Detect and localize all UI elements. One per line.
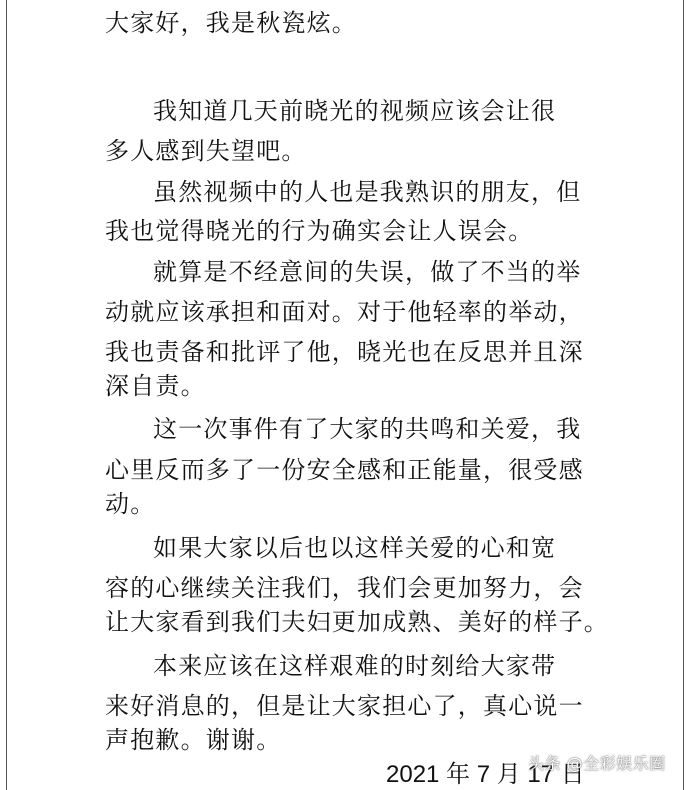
paragraph-3-line-3: 我也责备和批评了他，晓光也在反思并且深 bbox=[105, 338, 584, 366]
paragraph-5-line-1: 如果大家以后也以这样关爱的心和宽 bbox=[153, 534, 557, 562]
left-border-line bbox=[6, 0, 7, 790]
letter-date: 2021 年 7 月 17 日 bbox=[386, 761, 585, 788]
paragraph-6-line-1: 本来应该在这样艰难的时刻给大家带 bbox=[153, 652, 557, 680]
greeting-line: 大家好，我是秋瓷炫。 bbox=[105, 9, 357, 37]
paragraph-5-line-2: 容的心继续关注我们，我们会更加努力，会 bbox=[105, 574, 584, 602]
paragraph-1-line-1: 我知道几天前晓光的视频应该会让很 bbox=[153, 97, 557, 125]
paragraph-3-line-4: 深自责。 bbox=[105, 372, 206, 400]
watermark-text: 头条 @全彩娱乐圈 bbox=[528, 754, 666, 773]
paragraph-2-line-1: 虽然视频中的人也是我熟识的朋友，但 bbox=[153, 178, 582, 206]
paragraph-6-line-2: 来好消息的，但是让大家担心了，真心说一 bbox=[105, 692, 584, 720]
paragraph-6-line-3: 声抱歉。谢谢。 bbox=[105, 726, 282, 754]
paragraph-2-line-2: 我也觉得晓光的行为确实会让人误会。 bbox=[105, 217, 534, 245]
right-border-line bbox=[683, 0, 684, 790]
paragraph-4-line-1: 这一次事件有了大家的共鸣和关爱，我 bbox=[153, 415, 582, 443]
paragraph-5-line-3: 让大家看到我们夫妇更加成熟、美好的样子。 bbox=[105, 608, 609, 636]
paragraph-4-line-2: 心里反而多了一份安全感和正能量，很受感 bbox=[105, 456, 584, 484]
paragraph-4-line-3: 动。 bbox=[105, 490, 156, 518]
paragraph-3-line-2: 动就应该承担和面对。对于他轻率的举动， bbox=[105, 298, 584, 326]
paragraph-3-line-1: 就算是不经意间的失误，做了不当的举 bbox=[153, 258, 582, 286]
paragraph-1-line-2: 多人感到失望吧。 bbox=[105, 137, 307, 165]
